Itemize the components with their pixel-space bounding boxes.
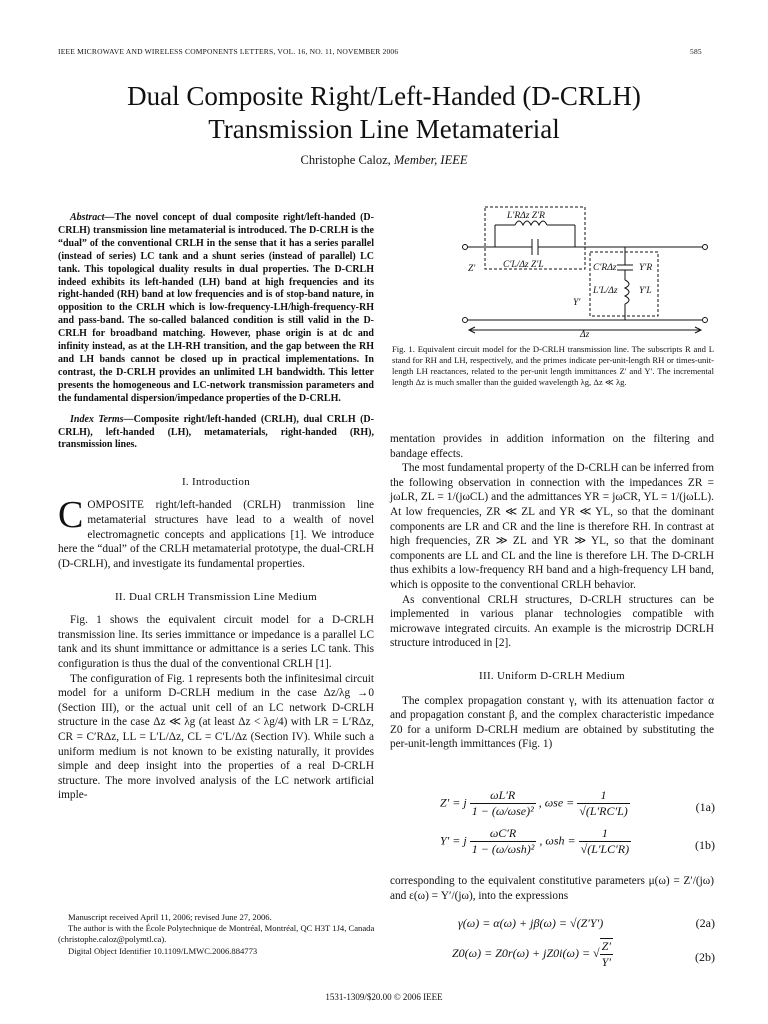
terminal-right-bottom xyxy=(703,318,708,323)
eq1b-num2: 1 xyxy=(579,826,632,842)
eq1b-lhs: Y′ = j xyxy=(440,833,467,848)
paper-title xyxy=(0,80,768,146)
section-1-text: OMPOSITE right/left-handed (CRLH) tranmission line metamaterial structures have lead to a wealth of novel electromagnetic concepts and applications [1]. We introduce here the “dual” of the CRLH metamaterial prototype, the dual-CRLH (D-CRLH), and investigate its fundamental properties. xyxy=(58,499,374,570)
eq1b-mid: , ωsh = xyxy=(539,833,576,848)
series-inductor xyxy=(515,221,547,225)
section-1-heading: I. Introduction xyxy=(181,476,251,489)
eq2a-number: (2a) xyxy=(695,916,715,930)
section-3-para-1: The complex propagation constant γ, with its attenuation factor α and propagation constant β, and the complex characteristic impedance Z0 for a uniform D-CRLH medium are obtained by substituting the per-unit-length immittances (Fig. 1) xyxy=(390,694,714,751)
eq2b-den: Y′ xyxy=(601,955,611,969)
eq2b-number: (2b) xyxy=(695,950,715,964)
footnote-received: Manuscript received April 11, 2006; revised June 27, 2006. xyxy=(68,912,272,922)
dropcap: C xyxy=(58,494,84,537)
shunt-tank-box xyxy=(590,252,658,316)
label-ll: L′L/Δz xyxy=(593,286,618,296)
right-column-continued xyxy=(390,874,714,903)
left-column xyxy=(58,212,374,803)
equation-2b: Z0(ω) = Z0r(ω) + jZ0i(ω) = √ $\frac{Z'}{Y'}$ (2b) xyxy=(452,939,715,969)
index-terms xyxy=(58,414,374,453)
figure-caption xyxy=(392,344,714,388)
eq1a-num2: 1 xyxy=(577,788,630,804)
eq1a-number: (1a) xyxy=(695,800,715,814)
label-yl: Y′L xyxy=(639,286,652,296)
journal-header: IEEE MICROWAVE AND WIRELESS COMPONENTS LETTERS, VOL. 16, NO. 11, NOVEMBER 2006 xyxy=(58,47,399,56)
right-para-continued: mentation provides in addition information on the filtering and bandage effects. xyxy=(390,433,714,460)
eq1a-fraction xyxy=(470,788,536,819)
eq1b-fraction-2 xyxy=(579,826,632,857)
title-line-2: Transmission Line Metamaterial xyxy=(208,114,560,144)
terminal-right-top xyxy=(703,245,708,250)
eq1b-number: (1b) xyxy=(695,838,715,852)
label-cl-zl: C′L/Δz Z′L xyxy=(503,260,544,270)
eq1b-fraction xyxy=(470,826,537,857)
eq1a-den: 1 − (ω/ωse)² xyxy=(471,804,534,818)
right-para-3: As conventional CRLH structures, D-CRLH structures can be implemented in various planar technologies compatible with microwave integrated circuits. An example is the microstrip DCRLH structure introduced in [2]. xyxy=(390,593,714,650)
eq1b-den2: √(L′LC′R) xyxy=(580,842,630,856)
label-lr-zr: L′RΔz Z′R xyxy=(507,211,545,221)
eq2a-text: γ(ω) = α(ω) + jβ(ω) = √(Z′Y′) xyxy=(458,916,604,930)
right-column xyxy=(390,432,714,752)
section-2-heading: II. Dual CRLH Transmission Line Medium xyxy=(114,591,318,604)
abstract xyxy=(58,212,374,406)
figure-caption-text: Equivalent circuit model for the D-CRLH transmission line. The subscripts R and L stand for RH and LH, respectively, and the primes indicate per-unit-length RH or times-unit-length LH reactances, related to the per-unit length immittances Z′ and Y′. The incremental length Δz is much smaller than the guided wavelength λg, Δz ≪ λg. xyxy=(392,344,714,387)
eq1a-fraction-2 xyxy=(577,788,630,819)
eq2b-lhs: Z0(ω) = Z0r(ω) + jZ0i(ω) = xyxy=(452,945,594,960)
eq1a-lhs: Z′ = j xyxy=(440,795,467,810)
eq2b-fraction xyxy=(600,938,613,970)
equation-1a xyxy=(440,788,715,819)
shunt-inductor xyxy=(625,280,629,304)
section-3-heading: III. Uniform D-CRLH Medium xyxy=(479,669,625,682)
section-1-body xyxy=(58,494,374,571)
eq1b-num: ωC′R xyxy=(470,826,537,842)
author-line xyxy=(0,153,768,168)
label-y: Y′ xyxy=(573,298,581,308)
right-para-2: The most fundamental property of the D-CRLH can be inferred from the following observation in connection with the impedances ZR = jωLR, ZL = 1/(jωCL) and the admittances YR = jωCR, YL = 1/(jωLL). At low frequencies, ZR ≪ ZL and YR ≪ YL, so that the dominant components are LR and CR and the line is therefore RH. In contrast at high frequencies, ZR ≫ ZL and YR ≫ YL, so that the dominant components are LL and CL and the line is therefore LH. The D-CRLH thus exhibits a low-frequency RH band and a high-frequency LH band, which is opposite to the conventional CRLH behavior. xyxy=(390,462,714,591)
title-line-1: Dual Composite Right/Left-Handed (D-CRLH) xyxy=(127,81,641,111)
abstract-label: Abstract— xyxy=(70,212,115,223)
abstract-text: The novel concept of dual composite right/left-handed (D-CRLH) transmission line metamaterial is introduced. The D-CRLH is the “dual” of the conventional CRLH in the sense that it has a series parallel (instead of series) LC tank and a shunt series (instead of parallel) LC tank. This topological duality results in dual properties. The D-CRLH indeed exhibits its left-handed (LH) band at high frequencies and its right-handed (RH) band at low frequencies and is of stop-band nature, in opposition to the CRLH which is low-frequency-LH/high-frequency-RH and pass-band. The so-called balanced condition is still valid in the D-CRLH for broadband matching. However, phase origin is at dc and infinity instead, as at the LH-RH transition, and the gap between the RH and LH bands cannot be closed up in practical implementations. In contrast, the D-CRLH provides an unlimited LH bandwidth. This letter presents the homogeneous and LC-network transmission parameters and the fundamental dispersion/impedance properties of the D-CRLH. xyxy=(58,212,374,404)
terminal-left-top xyxy=(463,245,468,250)
section-2-body xyxy=(58,613,374,803)
author-role: Member, IEEE xyxy=(393,153,468,167)
circuit-diagram xyxy=(455,205,715,337)
eq1a-den2: √(L′RC′L) xyxy=(579,804,628,818)
index-terms-text: Composite right/left-handed (CRLH), dual CRLH (D-CRLH), left-handed (LH), metamaterials, right-handed (RH), transmission lines. xyxy=(58,413,374,451)
footnote-doi: Digital Object Identifier 10.1109/LMWC.2006.884773 xyxy=(68,945,258,956)
label-dz: Δz xyxy=(580,330,590,337)
author-name: Christophe Caloz, xyxy=(300,153,391,167)
section-3-para-2: corresponding to the equivalent constitutive parameters μ(ω) = Z′/(jω) and ε(ω) = Y′/(jω), into the expressions xyxy=(390,875,714,902)
section-2-para-2: The configuration of Fig. 1 represents both the infinitesimal circuit model for a uniform D-CRLH medium in the case Δz/λg →0 (Section III), or the actual unit cell of an LC network D-CRLH structure in the case Δz ≪ λg (at least Δz < λg/4) with LR = L′RΔz, CR = C′RΔz, LL = L′L/Δz, CL = C′L/Δz (Section IV). While such a uniform medium is not known to be existing naturally, it provides simple and deep insight into the properties of a real D-CRLH structure. The more involved analysis of the LC network artificial imple- xyxy=(58,672,374,802)
index-terms-label: Index Terms— xyxy=(70,413,134,425)
label-z: Z′ xyxy=(468,264,476,274)
figure-caption-label: Fig. 1. xyxy=(392,344,415,354)
label-cr: C′RΔz xyxy=(593,263,617,273)
eq1a-num: ωL′R xyxy=(470,788,536,804)
label-yr: Y′R xyxy=(639,263,653,273)
footnotes xyxy=(58,912,376,957)
section-2-para-1: Fig. 1 shows the equivalent circuit model for a D-CRLH transmission line. Its series immittance or impedance is a parallel LC tank and its shunt immittance or admittance is a series LC tank. This configuration is thus the dual of the conventional CRLH [1]. xyxy=(58,614,374,671)
equation-1b xyxy=(440,826,715,857)
eq1a-mid: , ωse = xyxy=(538,795,575,810)
terminal-left-bottom xyxy=(463,318,468,323)
page-number: 585 xyxy=(690,47,702,56)
page-footer: 1531-1309/$20.00 © 2006 IEEE xyxy=(325,992,443,1002)
eq1b-den: 1 − (ω/ωsh)² xyxy=(471,842,535,856)
eq2b-num: Z′ xyxy=(601,939,611,953)
footnote-affiliation: The author is with the École Polytechnique de Montréal, Montréal, QC H3T 1J4, Canada (christophe.caloz@polymtl.ca). xyxy=(58,923,375,945)
equation-2a xyxy=(458,916,715,931)
